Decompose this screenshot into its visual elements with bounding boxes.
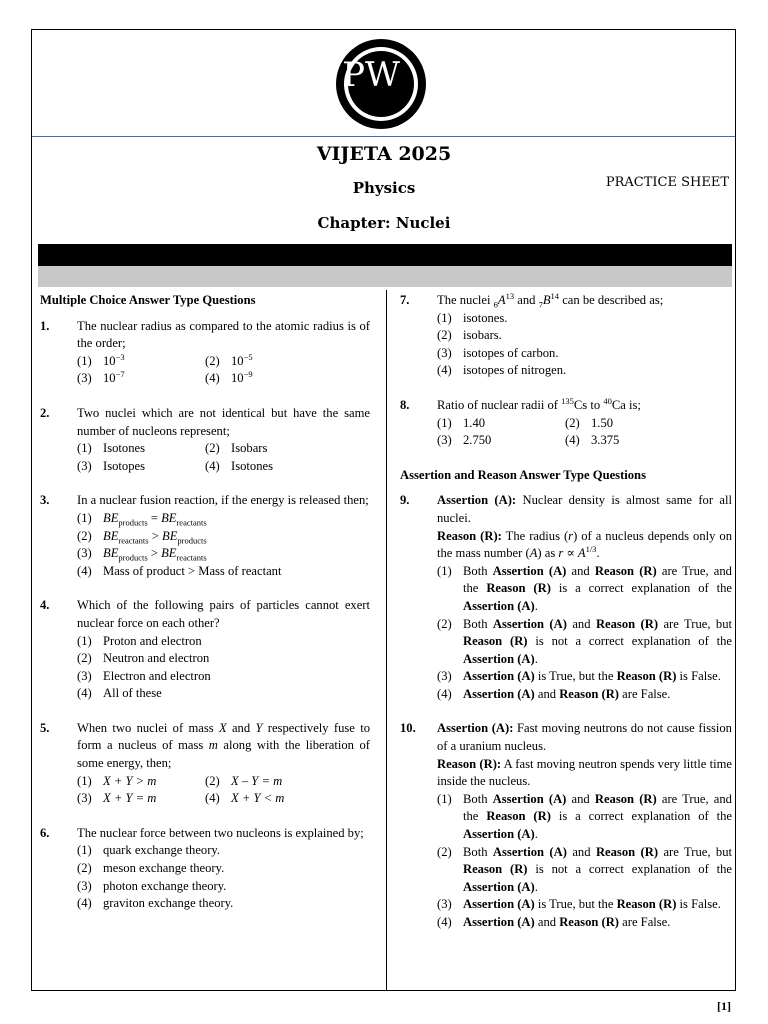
option-text: Both Assertion (A) and Reason (R) are True, but Reason (R) is not a correct explanation of the Assertion (A). (463, 844, 733, 894)
option-text: Both Assertion (A) and Reason (R) are True, but Reason (R) is not a correct explanation of the Assertion (A). (463, 616, 733, 666)
question-7: 7. The nuclei $_6A^{13}$ and $_7B^{14}$ can be described as; (1) isotones. (2) isobars. (3) isotopes of carbon. (4) isotopes of nitrogen. (400, 292, 732, 380)
option-text: X + Y = m (103, 791, 157, 806)
option-text: Neutron and electron (103, 651, 210, 666)
pw-logo (335, 38, 427, 130)
subject-title: Physics (352, 179, 416, 197)
option-text: Proton and electron (103, 633, 202, 648)
option-text: photon exchange theory. (103, 878, 227, 893)
right-column (400, 292, 732, 932)
question-8: 8. Ratio of nuclear radii of $^{135}$Cs to $^{40}$Ca is; (1) 1.40 (2) 1.50 (3) 2.750 (4) 3.375 (400, 397, 732, 450)
option-text: isotopes of carbon. (463, 345, 559, 360)
question-9: 9. Assertion (A): Nuclear density is almost same for all nuclei. Reason (R): The radius (r) of a nucleus depends only on the mass number (A) as $r \propto A^{1/3}$. (1) Both Assertion (A) and Reason (R) are True, and the Reason (R) is a correct explanation of the Assertion (A). (2) Both Assertion (A) and Reason (R) are True, but Reason (R) is not a correct explanation of the Assertion (A). (3) Assertion (A) is True, but the Reason (R) is False. (4) Assertion (A) and Reason (R) are False. (400, 492, 732, 703)
section-heading-mcq: Multiple Choice Answer Type Questions (40, 293, 256, 307)
header-rule (32, 136, 735, 137)
page-number: [1] (717, 999, 731, 1013)
option-text: $10^{-9}$ (231, 369, 253, 386)
option-text: $10^{-3}$ (103, 351, 125, 368)
chapter-title: Chapter: Nuclei (317, 214, 451, 232)
option-text: Both Assertion (A) and Reason (R) are True, and the Reason (R) is a correct explanation of the Assertion (A). (463, 791, 732, 842)
option-text: 1.50 (591, 415, 614, 430)
option-text: Assertion (A) and Reason (R) are False. (463, 686, 671, 701)
option-text: Isotones (231, 458, 273, 473)
option-text: $BE_{products} > BE_{reactants}$ (103, 546, 207, 563)
question-3: 3. In a nuclear fusion reaction, if the energy is released then; (1) $BE_{products} = BE_{reactants}$ (2) $BE_{reactants} > BE_{products}$ (3) $BE_{products} > BE_{reactants}$ (4) Mass of product > Mass of reactant (40, 492, 370, 580)
option-text: 1.40 (463, 415, 486, 430)
question-10: 10. Assertion (A): Fast moving neutrons do not cause fission of a uranium nucleus. Reason (R): A fast moving neutron spends very little time inside the nucleus. (1) Both Assertion (A) and Reason (R) are True, and the Reason (R) is a correct explanation of the Assertion (A). (2) Both Assertion (A) and Reason (R) are True, but Reason (R) is not a correct explanation of the Assertion (A). (3) Assertion (A) is True, but the Reason (R) is False. (4) Assertion (A) and Reason (R) are False. (400, 720, 732, 931)
option-text: graviton exchange theory. (103, 896, 234, 911)
option-text: X + Y < m (231, 791, 285, 806)
option-text: isotopes of nitrogen. (463, 363, 567, 378)
sheet-type: PRACTICE SHEET (605, 175, 729, 190)
option-text: X + Y > m (103, 773, 157, 788)
option-text: $BE_{reactants} > BE_{products}$ (103, 528, 207, 546)
logo-text: PW (342, 55, 400, 95)
option-text: Electron and electron (103, 668, 211, 683)
left-column (40, 292, 370, 913)
option-text: Mass of product > Mass of reactant (103, 563, 282, 578)
question-4: 4. Which of the following pairs of particles cannot exert nuclear force on each other? (1) Proton and electron (2) Neutron and electron (3) Electron and electron (4) All of these (40, 597, 370, 703)
exam-title: VIJETA 2025 (316, 143, 452, 165)
option-text: $BE_{products} = BE_{reactants}$ (103, 510, 207, 528)
question-5: 5. When two nuclei of mass X and Y respectively fuse to form a nucleus of mass m along with the liberation of some energy, then; (1) X + Y > m (2) X – Y = m (3) X + Y = m (4) X + Y < m (40, 720, 370, 808)
black-banner (38, 244, 732, 266)
option-text: quark exchange theory. (103, 843, 221, 858)
option-text: meson exchange theory. (103, 861, 225, 876)
option-text: $10^{-5}$ (231, 351, 253, 368)
option-text: Assertion (A) and Reason (R) are False. (463, 915, 671, 929)
option-text: $10^{-7}$ (103, 369, 125, 386)
question-6: 6. The nuclear force between two nucleons is explained by; (1) quark exchange theory. (2) meson exchange theory. (3) photon exchange theory. (4) graviton exchange theory. (40, 825, 370, 913)
question-1: 1. The nuclear radius as compared to the atomic radius is of the order; (1) $10^{-3}$ (2) $10^{-5}$ (3) $10^{-7}$ (4) $10^{-9}$ (40, 318, 370, 388)
option-text: Both Assertion (A) and Reason (R) are True, and the Reason (R) is a correct explanation of the Assertion (A). (463, 563, 732, 613)
option-text: isotones. (463, 310, 508, 325)
column-divider (386, 290, 387, 990)
option-text: Isobars (231, 441, 268, 456)
option-text: All of these (103, 686, 162, 701)
gray-banner (38, 266, 732, 287)
option-text: 3.375 (591, 433, 620, 448)
option-text: Isotopes (103, 458, 145, 473)
option-text: Assertion (A) is True, but the Reason (R) is False. (463, 897, 721, 912)
option-text: Assertion (A) is True, but the Reason (R) is False. (463, 669, 721, 684)
option-text: isobars. (463, 328, 502, 343)
option-text: Isotones (103, 441, 145, 456)
option-text: 2.750 (463, 433, 492, 448)
option-text: X – Y = m (231, 773, 283, 788)
section-heading-ar: Assertion and Reason Answer Type Questions (400, 467, 646, 482)
question-2: 2. Two nuclei which are not identical but have the same number of nucleons represent; (1) Isotones (2) Isobars (3) Isotopes (4) Isotones (40, 405, 370, 475)
